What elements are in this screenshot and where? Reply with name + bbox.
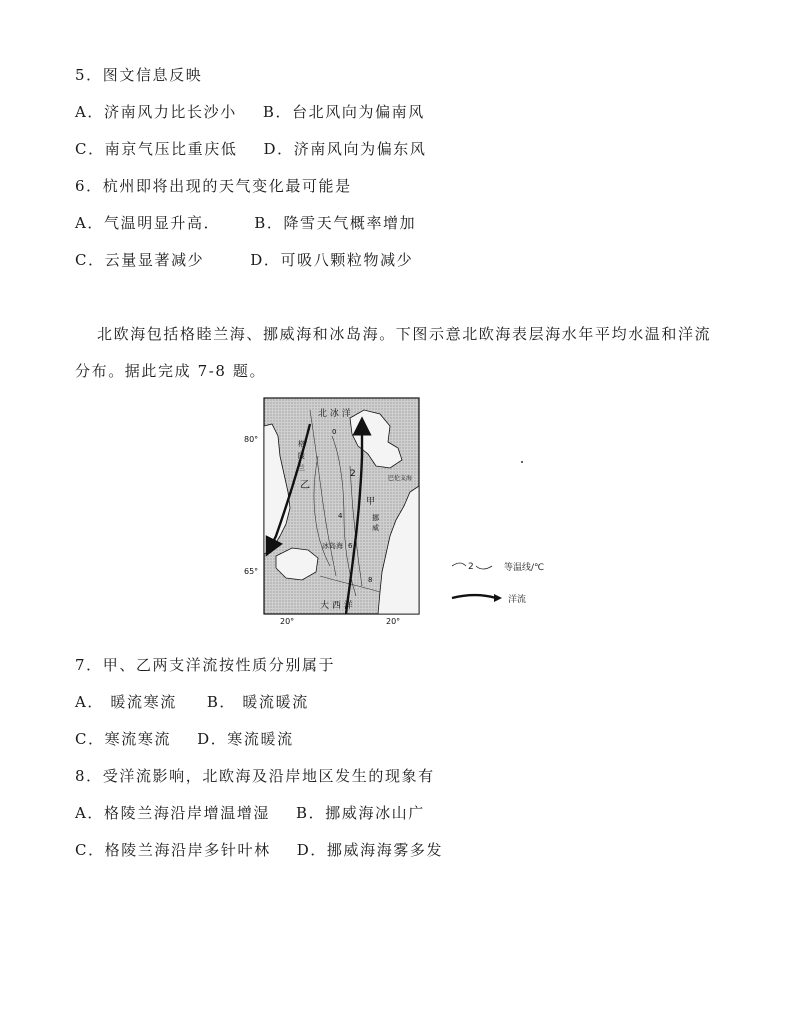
- iso-label-2: 2: [350, 469, 356, 479]
- legend-current-label: 洋流: [508, 595, 527, 605]
- q6-option-a: A．气温明显升高．: [75, 214, 221, 232]
- legend-isotherm-label: 等温线/℃: [504, 563, 545, 573]
- legend-svg: [448, 558, 568, 608]
- q8-stem: 8．受洋流影响，北欧海及沿岸地区发生的现象有: [75, 767, 435, 785]
- q8-options-ab: [75, 804, 425, 822]
- iso-label-6: 6: [348, 542, 353, 550]
- q8-option-d: D．挪威海海雾多发: [296, 841, 444, 859]
- legend-current-arrowhead: [494, 594, 502, 602]
- lon-right-label: 20°: [386, 617, 401, 626]
- q6-option-b: B．降雪天气概率增加: [254, 214, 417, 232]
- intro-line-2: 分布。据此完成 7-8 题。: [75, 362, 267, 380]
- lat-80-label: 80°: [244, 435, 259, 444]
- legend-isotherm-right: [476, 566, 492, 569]
- q8-options-cd: [75, 841, 443, 859]
- legend-isotherm-left: [452, 563, 466, 566]
- legend-current-line: [452, 595, 496, 598]
- q7-option-b: B． 暖流暖流: [206, 693, 309, 711]
- lat-65-label: 65°: [244, 567, 259, 576]
- q8-option-b: B．挪威海冰山广: [296, 804, 425, 822]
- q6-option-d: D．可吸八颗粒物减少: [250, 251, 414, 269]
- iso-label-4: 4: [338, 512, 343, 520]
- scan-speck: [521, 461, 523, 463]
- q7-stem: 7．甲、乙两支洋流按性质分别属于: [75, 656, 336, 674]
- label-greenland-c: 兰: [298, 464, 305, 472]
- label-greenland-b: 陵: [298, 452, 305, 460]
- label-greenland-a: 格: [298, 440, 305, 448]
- q5-option-b: B．台北风向为偏南风: [262, 103, 425, 121]
- q5-options-cd: [75, 140, 427, 158]
- map-legend: [448, 558, 568, 608]
- q7-option-d: D．寒流暖流: [197, 730, 294, 748]
- label-iceland-sea: 冰岛海: [322, 542, 343, 550]
- iso-label-0: 0: [332, 428, 337, 436]
- q8-option-c: C．格陵兰海沿岸多针叶林: [75, 841, 271, 859]
- intro-line-1: 北欧海包括格睦兰海、挪威海和冰岛海。下图示意北欧海表层海水年平均水温和洋流: [97, 325, 712, 343]
- q7-options-cd: [75, 730, 294, 748]
- legend-isotherm-sample: 2: [468, 562, 474, 572]
- q7-options-ab: [75, 693, 309, 711]
- q5-stem: 5．图文信息反映: [75, 66, 203, 84]
- lon-left-label: 20°: [280, 617, 295, 626]
- label-atlantic-ocean: 大 西 洋: [320, 601, 353, 611]
- q6-stem: 6．杭州即将出现的天气变化最可能是: [75, 177, 352, 195]
- label-yi: 乙: [300, 480, 310, 491]
- q6-option-c: C．云量显著减少: [75, 251, 205, 269]
- q5-option-a: A．济南风力比长沙小: [75, 103, 237, 121]
- q8-option-a: A．格陵兰海沿岸增温增湿: [75, 804, 271, 822]
- q6-options-cd: [75, 251, 413, 269]
- q5-options-ab: [75, 103, 425, 121]
- label-norway-a: 挪: [372, 514, 379, 522]
- label-barents-sea: 巴伦支海: [388, 475, 413, 482]
- iso-label-8: 8: [368, 576, 373, 584]
- q6-options-ab: [75, 214, 416, 232]
- q7-option-a: A． 暖流寒流: [75, 693, 177, 711]
- q5-option-c: C．南京气压比重庆低: [75, 140, 238, 158]
- label-norway-b: 威: [372, 524, 379, 532]
- label-arctic-ocean: 北 冰 洋: [318, 409, 351, 419]
- q5-option-d: D．济南风向为偏东风: [263, 140, 427, 158]
- q7-option-c: C．寒流寒流: [75, 730, 172, 748]
- label-jia: 甲: [366, 497, 376, 507]
